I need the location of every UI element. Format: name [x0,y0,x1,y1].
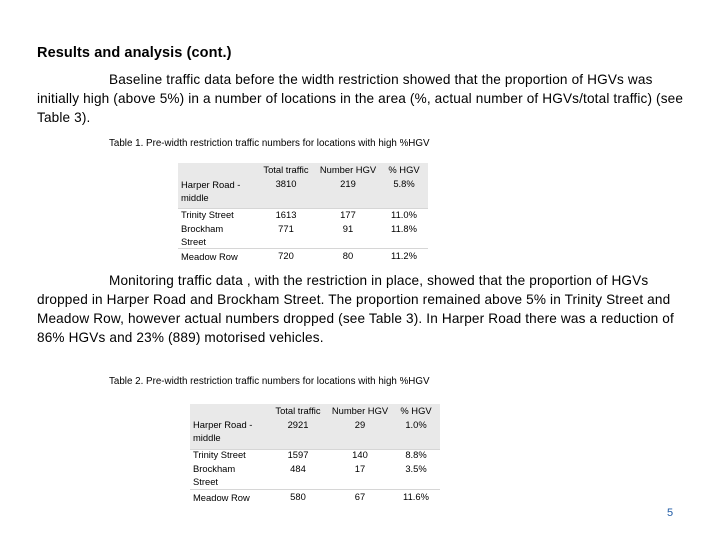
table-row-location: Meadow Row [181,251,238,262]
table-row-hgv: 177 [340,209,356,220]
table-row-pct: 11.6% [403,491,429,502]
page-number: 5 [667,507,674,519]
table-row-total: 484 [290,463,306,474]
table-row-total: 771 [278,223,294,234]
table-row-pct: 1.0% [405,419,427,430]
table-row-pct: 8.8% [405,449,427,460]
table-row-location: Brockham Street [181,223,224,247]
page-title: Results and analysis (cont.) [37,45,232,61]
table-row-hgv: 29 [354,419,366,430]
table-row-total: 1597 [287,449,309,460]
table-row-total: 1613 [275,209,297,220]
table1 [178,160,428,264]
table2-header-pct: % HGV [400,405,432,416]
table2-header-total: Total traffic [275,405,321,416]
table-row-total: 2921 [287,419,309,430]
table-row-pct: 5.8% [393,178,415,189]
table-row-total: 720 [278,250,294,261]
table1-header-total: Total traffic [263,164,309,175]
table2-header-hgv: Number HGV [331,405,389,416]
table-row-location: Harper Road - middle [193,419,253,443]
paragraph-baseline [37,70,687,127]
table-row-hgv: 91 [342,223,354,234]
table-row-pct: 11.8% [391,223,417,234]
table-row-location: Trinity Street [181,209,234,220]
table1-header-pct: % HGV [388,164,420,175]
table1-caption: Table 1. Pre-width restriction traffic numbers for locations with high %HGV [109,138,430,149]
table-row-pct: 11.0% [391,209,417,220]
paragraph-monitoring [37,271,687,347]
table-row-total: 580 [290,491,306,502]
table-row-total: 3810 [275,178,297,189]
table-row-location: Brockham Street [193,463,236,487]
table1-header-hgv: Number HGV [319,164,377,175]
table-row-hgv: 219 [340,178,356,189]
table2 [190,402,440,506]
table-row-hgv: 67 [354,491,366,502]
table-row-hgv: 140 [352,449,368,460]
table-row-location: Meadow Row [193,492,250,503]
table-row-hgv: 17 [354,463,366,474]
table-row-location: Harper Road - middle [181,179,241,203]
table2-caption: Table 2. Pre-width restriction traffic numbers for locations with high %HGV [109,376,430,387]
table-row-location: Trinity Street [193,449,246,460]
paragraph-baseline-text: Baseline traffic data before the width restriction showed that the proportion of HGVs was initially high (above 5%) in a number of locations in the area (%, actual number of HGVs/total traffic) (see Table 3). [37,72,684,125]
table-row-pct: 3.5% [405,463,427,474]
table-row-hgv: 80 [342,250,354,261]
table-row-pct: 11.2% [391,250,417,261]
paragraph-monitoring-text: Monitoring traffic data , with the restriction in place, showed that the proportion of HGVs dropped in Harper Road and Brockham Street. The proportion remained above 5% in Trinity Street and Meadow Row, however actual numbers dropped (see Table 3). In Harper Road there was a reduction of 86% HGVs and 23% (889) motorised vehicles. [37,273,674,345]
